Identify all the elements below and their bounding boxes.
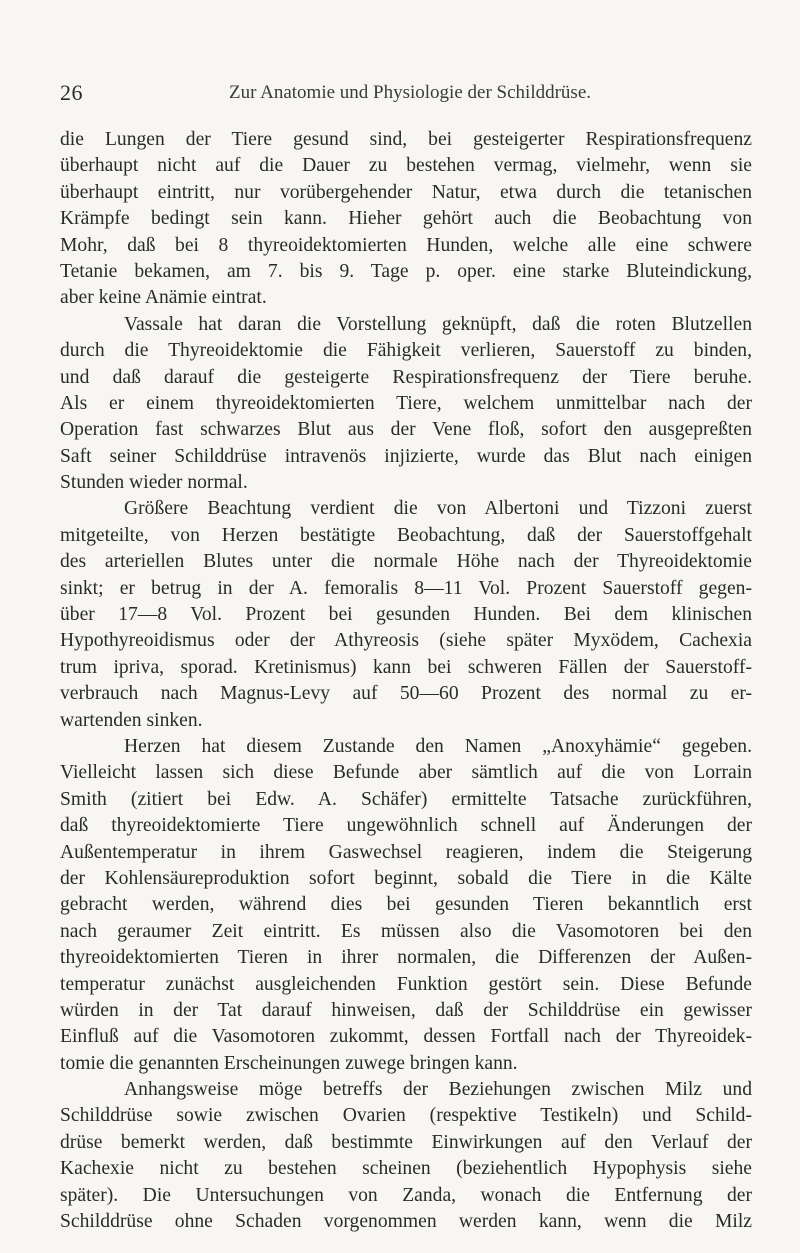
text-line: überhaupt eintritt, nur vorübergehender Natur, etwa durch die tetanischen xyxy=(60,181,752,203)
text-line: Vielleicht lassen sich diese Befunde aber sämtlich auf die von Lorrain xyxy=(60,762,752,784)
text-line: Außentemperatur in ihrem Gaswechsel reagieren, indem die Steigerung xyxy=(60,841,752,863)
text-line: Einfluß auf die Vasomotoren zukommt, dessen Fortfall nach der Thyreoidek- xyxy=(60,1026,752,1048)
text-line: nach geraumer Zeit eintritt. Es müssen also die Vasomotoren bei den xyxy=(60,920,752,942)
text-line: Saft seiner Schilddrüse intravenös injizierte, wurde das Blut nach einigen xyxy=(60,445,752,467)
text-line: verbrauch nach Magnus-Levy auf 50—60 Prozent des normal zu er- xyxy=(60,683,752,705)
text-line: Smith (zitiert bei Edw. A. Schäfer) ermittelte Tatsache zurückführen, xyxy=(60,788,752,810)
text-line: drüse bemerkt werden, daß bestimmte Einwirkungen auf den Verlauf der xyxy=(60,1131,752,1153)
text-line: trum ipriva, sporad. Kretinismus) kann bei schweren Fällen der Sauerstoff- xyxy=(60,656,752,678)
text-line: Hypothyreoidismus oder der Athyreosis (siehe später Myxödem, Cachexia xyxy=(60,630,752,652)
text-line: die Lungen der Tiere gesund sind, bei gesteigerter Respirationsfrequenz xyxy=(60,129,752,150)
text-line: thyreoidektomierten Tieren in ihrer normalen, die Differenzen der Außen- xyxy=(60,947,752,969)
text-line: Größere Beachtung verdient die von Albertoni und Tizzoni zuerst xyxy=(124,498,752,520)
text-line: temperatur zunächst ausgleichenden Funktion gestört sein. Diese Befunde xyxy=(60,973,752,995)
text-line: Vassale hat daran die Vorstellung geknüpft, daß die roten Blutzellen xyxy=(124,313,752,335)
text-line: der Kohlensäureproduktion sofort beginnt, sobald die Tiere in die Kälte xyxy=(60,867,752,889)
text-line: Als er einem thyreoidektomierten Tiere, welchem unmittelbar nach der xyxy=(60,392,752,414)
text-line: Anhangsweise möge betreffs der Beziehungen zwischen Milz und xyxy=(124,1079,752,1101)
text-line: daß thyreoidektomierte Tiere ungewöhnlich schnell auf Änderungen der xyxy=(60,815,752,837)
text-line: aber keine Anämie eintrat. xyxy=(60,287,267,309)
text-line: später). Die Untersuchungen von Zanda, wonach die Entfernung der xyxy=(60,1184,752,1206)
text-line: des arteriellen Blutes unter die normale Höhe nach der Thyreoidektomie xyxy=(60,551,752,573)
running-head: Zur Anatomie und Physiologie der Schilddrüse. xyxy=(228,82,591,103)
text-line: Schilddrüse ohne Schaden vorgenommen werden kann, wenn die Milz xyxy=(60,1211,752,1233)
text-line: Kachexie nicht zu bestehen scheinen (beziehentlich Hypophysis siehe xyxy=(60,1158,752,1180)
page-header xyxy=(60,80,760,110)
text-line: überhaupt nicht auf die Dauer zu bestehen vermag, vielmehr, wenn sie xyxy=(60,155,752,177)
body-text xyxy=(60,127,752,1235)
text-line: sinkt; er betrug in der A. femoralis 8—11 Vol. Prozent Sauerstoff gegen- xyxy=(60,577,752,599)
text-line: Mohr, daß bei 8 thyreoidektomierten Hunden, welche alle eine schwere xyxy=(60,234,752,256)
text-line: über 17—8 Vol. Prozent bei gesunden Hunden. Bei dem klinischen xyxy=(60,604,752,626)
text-line: würden in der Tat darauf hinweisen, daß der Schilddrüse ein gewisser xyxy=(60,999,752,1021)
text-line: Herzen hat diesem Zustande den Namen „Anoxyhämie“ gegeben. xyxy=(124,735,752,757)
text-line: mitgeteilte, von Herzen bestätigte Beobachtung, daß der Sauerstoffgehalt xyxy=(60,524,752,546)
text-line: Schilddrüse sowie zwischen Ovarien (respektive Testikeln) und Schild- xyxy=(60,1105,752,1127)
text-line: durch die Thyreoidektomie die Fähigkeit verlieren, Sauerstoff zu binden, xyxy=(60,340,752,362)
page-number: 26 xyxy=(60,80,83,105)
text-line: gebracht werden, während dies bei gesunden Tieren bekanntlich erst xyxy=(60,894,752,916)
text-line: wartenden sinken. xyxy=(60,709,203,731)
text-line: Tetanie bekamen, am 7. bis 9. Tage p. oper. eine starke Bluteindickung, xyxy=(60,260,752,282)
text-line: Operation fast schwarzes Blut aus der Vene floß, sofort den ausgepreßten xyxy=(60,419,752,441)
text-line: Stunden wieder normal. xyxy=(60,472,248,494)
text-line: Krämpfe bedingt sein kann. Hieher gehört auch die Beobachtung von xyxy=(60,208,752,230)
text-line: tomie die genannten Erscheinungen zuwege bringen kann. xyxy=(60,1052,518,1074)
text-line: und daß darauf die gesteigerte Respirationsfrequenz der Tiere beruhe. xyxy=(60,366,752,388)
